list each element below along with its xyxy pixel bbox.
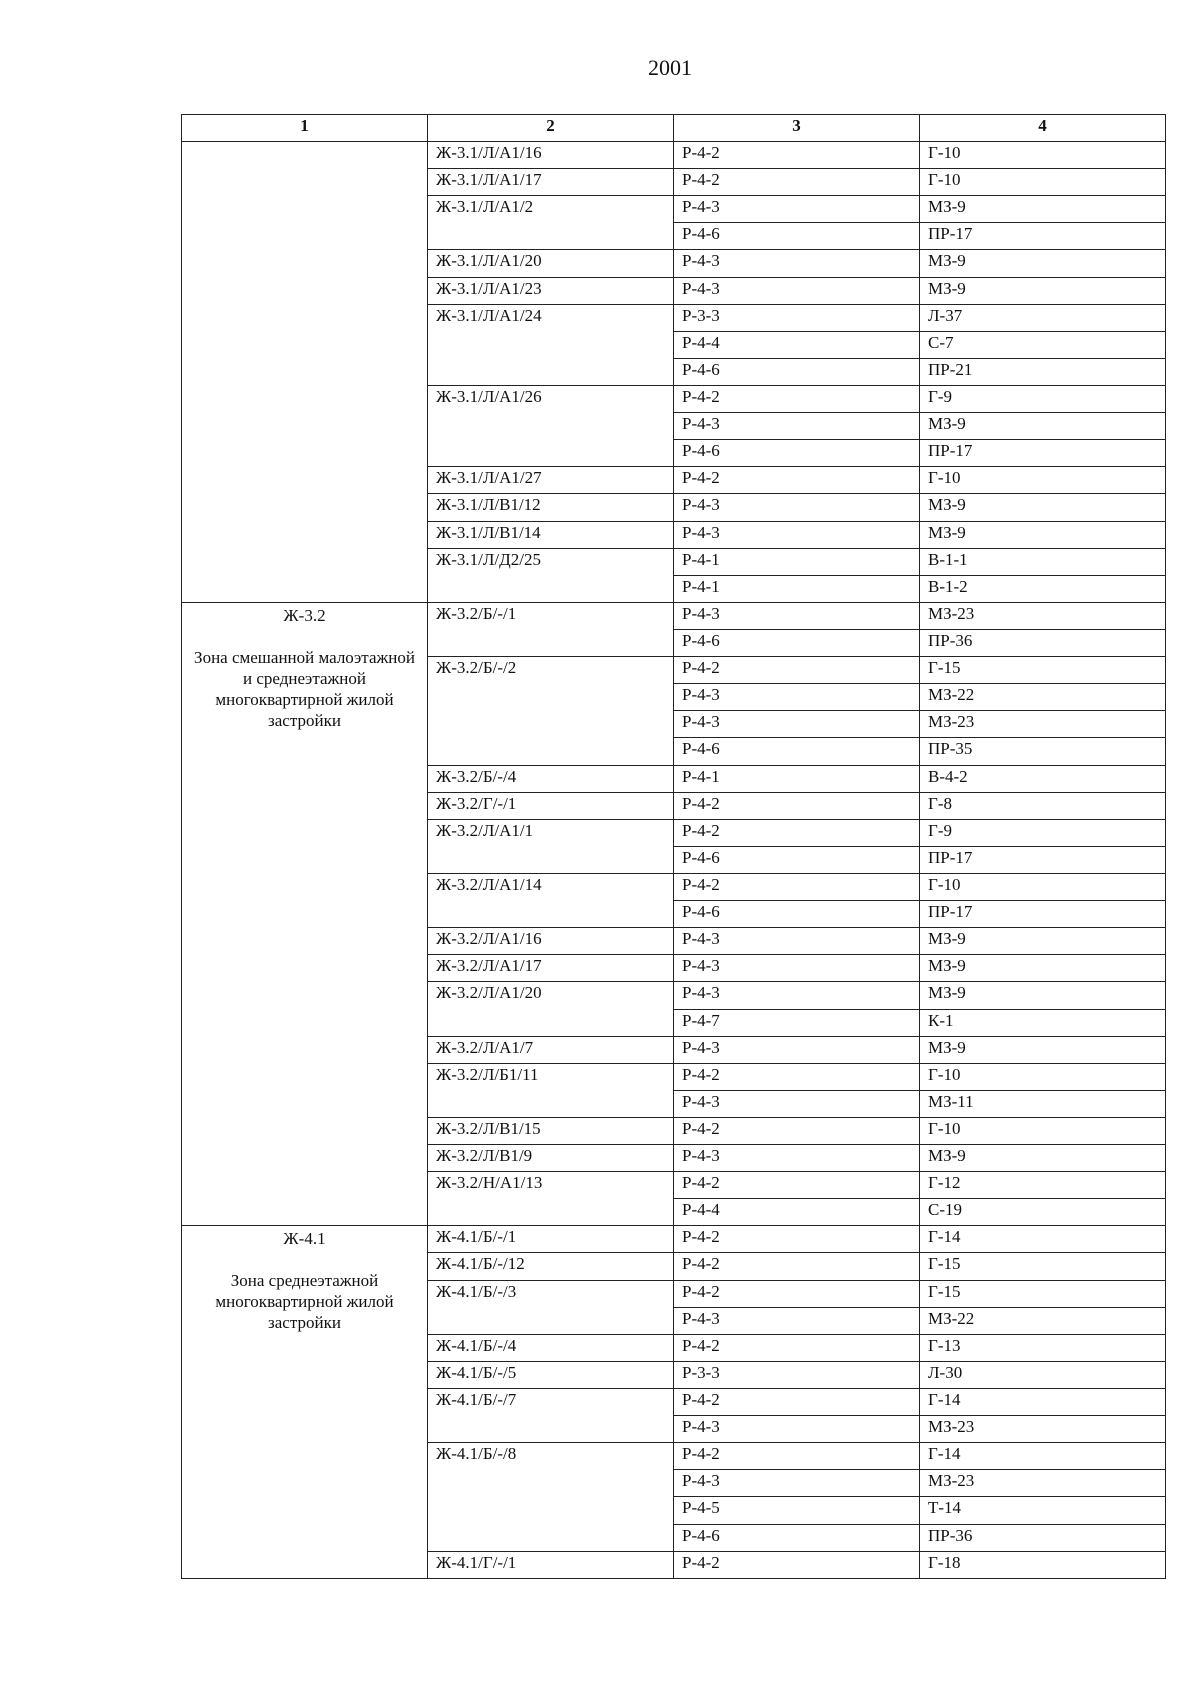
parameter-code-cell: Г-10	[920, 873, 1166, 900]
zone-name: Зона среднеэтажной многоквартирной жилой застройки	[215, 1271, 394, 1333]
regulation-code-cell: Р-4-3	[674, 602, 920, 629]
territory-code-cell: Ж-3.1/Л/А1/20	[428, 250, 674, 277]
regulation-code-cell: Р-4-6	[674, 738, 920, 765]
parameter-code-cell: Г-10	[920, 169, 1166, 196]
parameter-code-cell: МЗ-9	[920, 928, 1166, 955]
regulation-code-cell: Р-4-4	[674, 1199, 920, 1226]
territory-code-cell: Ж-3.2/Н/А1/13	[428, 1172, 674, 1226]
parameter-code-cell: Г-18	[920, 1551, 1166, 1578]
territory-code-cell: Ж-3.2/Л/А1/16	[428, 928, 674, 955]
territory-code-cell: Ж-3.1/Л/А1/27	[428, 467, 674, 494]
regulation-code-cell: Р-4-4	[674, 331, 920, 358]
zone-cell	[182, 142, 428, 603]
parameter-code-cell: МЗ-9	[920, 521, 1166, 548]
regulation-code-cell: Р-4-6	[674, 846, 920, 873]
regulation-code-cell: Р-4-2	[674, 1389, 920, 1416]
parameter-code-cell: Г-10	[920, 1063, 1166, 1090]
parameter-code-cell: МЗ-9	[920, 982, 1166, 1009]
territory-code-cell: Ж-4.1/Б/-/5	[428, 1361, 674, 1388]
regulation-code-cell: Р-4-2	[674, 1280, 920, 1307]
territory-code-cell: Ж-3.1/Л/В1/12	[428, 494, 674, 521]
parameter-code-cell: Г-12	[920, 1172, 1166, 1199]
zone-code: Ж-4.1	[283, 1229, 326, 1249]
territory-code-cell: Ж-3.2/Л/В1/15	[428, 1117, 674, 1144]
parameter-code-cell: МЗ-23	[920, 602, 1166, 629]
regulation-code-cell: Р-4-1	[674, 575, 920, 602]
parameter-code-cell: В-1-2	[920, 575, 1166, 602]
regulation-code-cell: Р-4-3	[674, 196, 920, 223]
regulation-code-cell: Р-4-2	[674, 792, 920, 819]
territory-code-cell: Ж-3.2/Б/-/2	[428, 657, 674, 765]
regulation-code-cell: Р-4-3	[674, 1145, 920, 1172]
regulation-code-cell: Р-4-3	[674, 1036, 920, 1063]
territory-code-cell: Ж-3.1/Л/В1/14	[428, 521, 674, 548]
territory-code-cell: Ж-3.1/Л/А1/2	[428, 196, 674, 250]
territory-code-cell: Ж-3.2/Л/Б1/11	[428, 1063, 674, 1117]
regulation-code-cell: Р-4-3	[674, 1470, 920, 1497]
parameter-code-cell: Г-10	[920, 1117, 1166, 1144]
regulation-code-cell: Р-4-2	[674, 1443, 920, 1470]
parameter-code-cell: МЗ-22	[920, 684, 1166, 711]
territory-code-cell: Ж-3.2/Л/А1/7	[428, 1036, 674, 1063]
parameter-code-cell: Л-37	[920, 304, 1166, 331]
territory-code-cell: Ж-4.1/Б/-/1	[428, 1226, 674, 1253]
regulation-code-cell: Р-4-2	[674, 467, 920, 494]
territory-code-cell: Ж-3.1/Л/А1/17	[428, 169, 674, 196]
regulation-code-cell: Р-4-1	[674, 765, 920, 792]
parameter-code-cell: МЗ-11	[920, 1090, 1166, 1117]
regulation-code-cell: Р-4-2	[674, 1172, 920, 1199]
parameter-code-cell: С-19	[920, 1199, 1166, 1226]
regulation-code-cell: Р-4-3	[674, 250, 920, 277]
territory-code-cell: Ж-3.1/Л/Д2/25	[428, 548, 674, 602]
territory-code-cell: Ж-3.2/Л/А1/14	[428, 873, 674, 927]
regulation-code-cell: Р-4-2	[674, 1551, 920, 1578]
regulation-code-cell: Р-4-3	[674, 1416, 920, 1443]
parameter-code-cell: МЗ-23	[920, 1416, 1166, 1443]
regulation-code-cell: Р-4-3	[674, 521, 920, 548]
territory-code-cell: Ж-4.1/Б/-/3	[428, 1280, 674, 1334]
regulation-code-cell: Р-4-3	[674, 982, 920, 1009]
regulation-code-cell: Р-4-6	[674, 629, 920, 656]
parameter-code-cell: МЗ-9	[920, 1145, 1166, 1172]
parameter-code-cell: ПР-21	[920, 358, 1166, 385]
table-row	[182, 1226, 1166, 1253]
zone-name: Зона смешанной малоэтажной и среднеэтажной многоквартирной жилой застройки	[194, 647, 415, 730]
parameter-code-cell: ПР-17	[920, 846, 1166, 873]
regulation-code-cell: Р-4-2	[674, 1226, 920, 1253]
parameter-code-cell: Г-14	[920, 1443, 1166, 1470]
regulation-code-cell: Р-4-3	[674, 711, 920, 738]
parameter-code-cell: С-7	[920, 331, 1166, 358]
regulation-code-cell: Р-4-2	[674, 1253, 920, 1280]
regulation-code-cell: Р-4-3	[674, 955, 920, 982]
parameter-code-cell: Г-15	[920, 1280, 1166, 1307]
parameter-code-cell: Г-9	[920, 819, 1166, 846]
regulation-code-cell: Р-4-2	[674, 873, 920, 900]
regulation-code-cell: Р-4-2	[674, 657, 920, 684]
header-row	[182, 115, 1166, 142]
regulation-code-cell: Р-4-2	[674, 819, 920, 846]
regulation-code-cell: Р-4-5	[674, 1497, 920, 1524]
territory-code-cell: Ж-4.1/Б/-/4	[428, 1334, 674, 1361]
parameter-code-cell: Г-8	[920, 792, 1166, 819]
regulation-code-cell: Р-4-6	[674, 223, 920, 250]
regulation-code-cell: Р-4-2	[674, 385, 920, 412]
zone-spacer	[194, 1249, 415, 1270]
regulation-code-cell: Р-3-3	[674, 304, 920, 331]
territory-code-cell: Ж-3.2/Л/А1/1	[428, 819, 674, 873]
table-row	[182, 142, 1166, 169]
parameter-code-cell: Л-30	[920, 1361, 1166, 1388]
header-col-1: 1	[182, 115, 428, 142]
parameter-code-cell: Г-13	[920, 1334, 1166, 1361]
header-col-3: 3	[674, 115, 920, 142]
territory-code-cell: Ж-4.1/Б/-/7	[428, 1389, 674, 1443]
parameter-code-cell: МЗ-9	[920, 1036, 1166, 1063]
zone-spacer	[194, 144, 415, 165]
zone-code: Ж-3.2	[283, 605, 326, 625]
parameter-code-cell: Г-10	[920, 142, 1166, 169]
header-col-2: 2	[428, 115, 674, 142]
zone-cell	[182, 602, 428, 1226]
table-body	[182, 142, 1166, 1579]
parameter-code-cell: К-1	[920, 1009, 1166, 1036]
regulation-code-cell: Р-4-6	[674, 440, 920, 467]
parameter-code-cell: Г-14	[920, 1226, 1166, 1253]
regulation-code-cell: Р-4-3	[674, 1090, 920, 1117]
parameter-code-cell: ПР-17	[920, 901, 1166, 928]
parameter-code-cell: МЗ-23	[920, 1470, 1166, 1497]
parameter-code-cell: ПР-17	[920, 440, 1166, 467]
parameter-code-cell: МЗ-9	[920, 196, 1166, 223]
regulation-code-cell: Р-4-2	[674, 1334, 920, 1361]
regulation-code-cell: Р-4-2	[674, 169, 920, 196]
regulation-code-cell: Р-4-1	[674, 548, 920, 575]
regulation-code-cell: Р-4-6	[674, 901, 920, 928]
parameter-code-cell: МЗ-23	[920, 711, 1166, 738]
parameter-code-cell: МЗ-9	[920, 955, 1166, 982]
territory-code-cell: Ж-4.1/Б/-/12	[428, 1253, 674, 1280]
regulation-code-cell: Р-4-3	[674, 277, 920, 304]
regulation-code-cell: Р-4-2	[674, 142, 920, 169]
regulation-code-cell: Р-4-7	[674, 1009, 920, 1036]
territory-code-cell: Ж-3.2/Л/А1/20	[428, 982, 674, 1036]
territory-code-cell: Ж-3.1/Л/А1/26	[428, 385, 674, 466]
territory-code-cell: Ж-4.1/Б/-/8	[428, 1443, 674, 1551]
parameter-code-cell: ПР-36	[920, 1524, 1166, 1551]
parameter-code-cell: МЗ-9	[920, 250, 1166, 277]
zone-spacer	[194, 626, 415, 647]
regulation-code-cell: Р-4-6	[674, 1524, 920, 1551]
parameter-code-cell: ПР-35	[920, 738, 1166, 765]
territory-code-cell: Ж-3.2/Б/-/1	[428, 602, 674, 656]
parameter-code-cell: МЗ-9	[920, 413, 1166, 440]
regulation-code-cell: Р-4-3	[674, 684, 920, 711]
parameter-code-cell: Г-9	[920, 385, 1166, 412]
regulation-code-cell: Р-4-2	[674, 1063, 920, 1090]
territory-code-cell: Ж-3.1/Л/А1/23	[428, 277, 674, 304]
page-number: 2001	[648, 55, 692, 80]
parameter-code-cell: ПР-36	[920, 629, 1166, 656]
parameter-code-cell: Г-10	[920, 467, 1166, 494]
regulation-code-cell: Р-3-3	[674, 1361, 920, 1388]
parameter-code-cell: Г-15	[920, 1253, 1166, 1280]
regulation-code-cell: Р-4-2	[674, 1117, 920, 1144]
regulation-code-cell: Р-4-6	[674, 358, 920, 385]
regulation-code-cell: Р-4-3	[674, 413, 920, 440]
territory-code-cell: Ж-3.2/Г/-/1	[428, 792, 674, 819]
regulation-code-cell: Р-4-3	[674, 1307, 920, 1334]
parameter-code-cell: В-4-2	[920, 765, 1166, 792]
parameter-code-cell: Т-14	[920, 1497, 1166, 1524]
territory-code-cell: Ж-3.2/Л/В1/9	[428, 1145, 674, 1172]
zoning-table	[181, 114, 1166, 1579]
zone-cell	[182, 1226, 428, 1579]
territory-code-cell: Ж-3.2/Л/А1/17	[428, 955, 674, 982]
parameter-code-cell: Г-15	[920, 657, 1166, 684]
regulation-code-cell: Р-4-3	[674, 928, 920, 955]
parameter-code-cell: МЗ-9	[920, 277, 1166, 304]
territory-code-cell: Ж-3.1/Л/А1/24	[428, 304, 674, 385]
territory-code-cell: Ж-4.1/Г/-/1	[428, 1551, 674, 1578]
regulation-code-cell: Р-4-3	[674, 494, 920, 521]
territory-code-cell: Ж-3.2/Б/-/4	[428, 765, 674, 792]
parameter-code-cell: МЗ-22	[920, 1307, 1166, 1334]
header-col-4: 4	[920, 115, 1166, 142]
parameter-code-cell: МЗ-9	[920, 494, 1166, 521]
parameter-code-cell: Г-14	[920, 1389, 1166, 1416]
parameter-code-cell: ПР-17	[920, 223, 1166, 250]
territory-code-cell: Ж-3.1/Л/А1/16	[428, 142, 674, 169]
parameter-code-cell: В-1-1	[920, 548, 1166, 575]
table-row	[182, 602, 1166, 629]
